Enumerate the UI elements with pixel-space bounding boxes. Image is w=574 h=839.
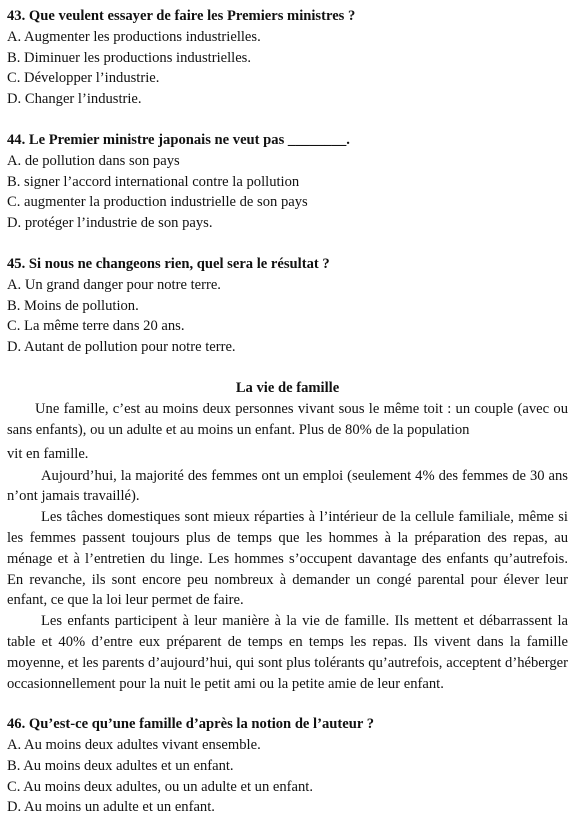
option-c: C. augmenter la production industrielle de son pays (7, 194, 308, 211)
option-d: D. Autant de pollution pour notre terre. (7, 339, 236, 356)
option-d: D. Au moins un adulte et un enfant. (7, 799, 215, 816)
option-b: B. Au moins deux adultes et un enfant. (7, 757, 234, 774)
option-b: B. Moins de pollution. (7, 297, 139, 314)
option-c: C. Au moins deux adultes, ou un adulte et un enfant. (7, 778, 314, 795)
question-45 (7, 254, 568, 358)
question-title: 46. Qu’est-ce qu’une famille d’après la notion de l’auteur ? (7, 716, 374, 733)
paragraph-1-tail: vit en famille. (7, 445, 89, 462)
question-title: 44. Le Premier ministre japonais ne veut pas ________. (7, 131, 350, 148)
option-b: B. Diminuer les productions industrielles. (7, 49, 252, 66)
question-title: 43. Que veulent essayer de faire les Premiers ministres ? (7, 8, 356, 24)
paragraph-1 (7, 399, 568, 466)
question-46 (7, 714, 568, 818)
question-43 (7, 6, 568, 110)
question-title: 45. Si nous ne changeons rien, quel sera le résultat ? (7, 255, 330, 272)
option-b: B. signer l’accord international contre la pollution (7, 173, 300, 190)
question-44 (7, 130, 568, 234)
option-d: D. Changer l’industrie. (7, 91, 142, 108)
option-a: A. Un grand danger pour notre terre. (7, 276, 221, 293)
option-a: A. Au moins deux adultes vivant ensemble. (7, 737, 261, 754)
exam-page (7, 6, 568, 818)
article-title: La vie de famille (235, 379, 340, 396)
paragraph-3: Les tâches domestiques sont mieux réparties à l’intérieur de la cellule familiale, même si les femmes passent toujours plus de temps que les hommes à la préparation des repas, au ménage et à l’entretien du linge. Les hommes s’occupent davantage des enfants qu’autrefois. En revanche, ils sont encore peu nombreux à demander un congé parental pour élever leur enfant, ce que la loi leur permet de faire. (7, 509, 568, 609)
option-c: C. La même terre dans 20 ans. (7, 318, 185, 335)
option-a: A. de pollution dans son pays (7, 152, 180, 169)
paragraph-1-text: Une famille, c’est au moins deux personnes vivant sous le même toit : un couple (avec ou sans enfants), ou un adulte et au moins un enfant. Plus de 80% de la population (7, 400, 568, 439)
paragraph-2: Aujourd’hui, la majorité des femmes ont un emploi (seulement 4% des femmes de 30 ans n’ont jamais travaillé). (7, 467, 568, 505)
option-c: C. Développer l’industrie. (7, 70, 160, 87)
option-d: D. protéger l’industrie de son pays. (7, 215, 213, 232)
option-a: A. Augmenter les productions industrielles. (7, 28, 261, 45)
reading-passage (7, 378, 568, 694)
paragraph-4: Les enfants participent à leur manière à la vie de famille. Ils mettent et débarrassent la table et 40% d’entre eux préparent de temps en temps les repas. Ils vivent dans la famille moyenne, et les parents d’aujourd’hui, qui sont plus tolérants qu’autrefois, acceptent d’héberger occasionnellement pour la nuit le petit ami ou la petite amie de leur enfant. (7, 613, 568, 692)
